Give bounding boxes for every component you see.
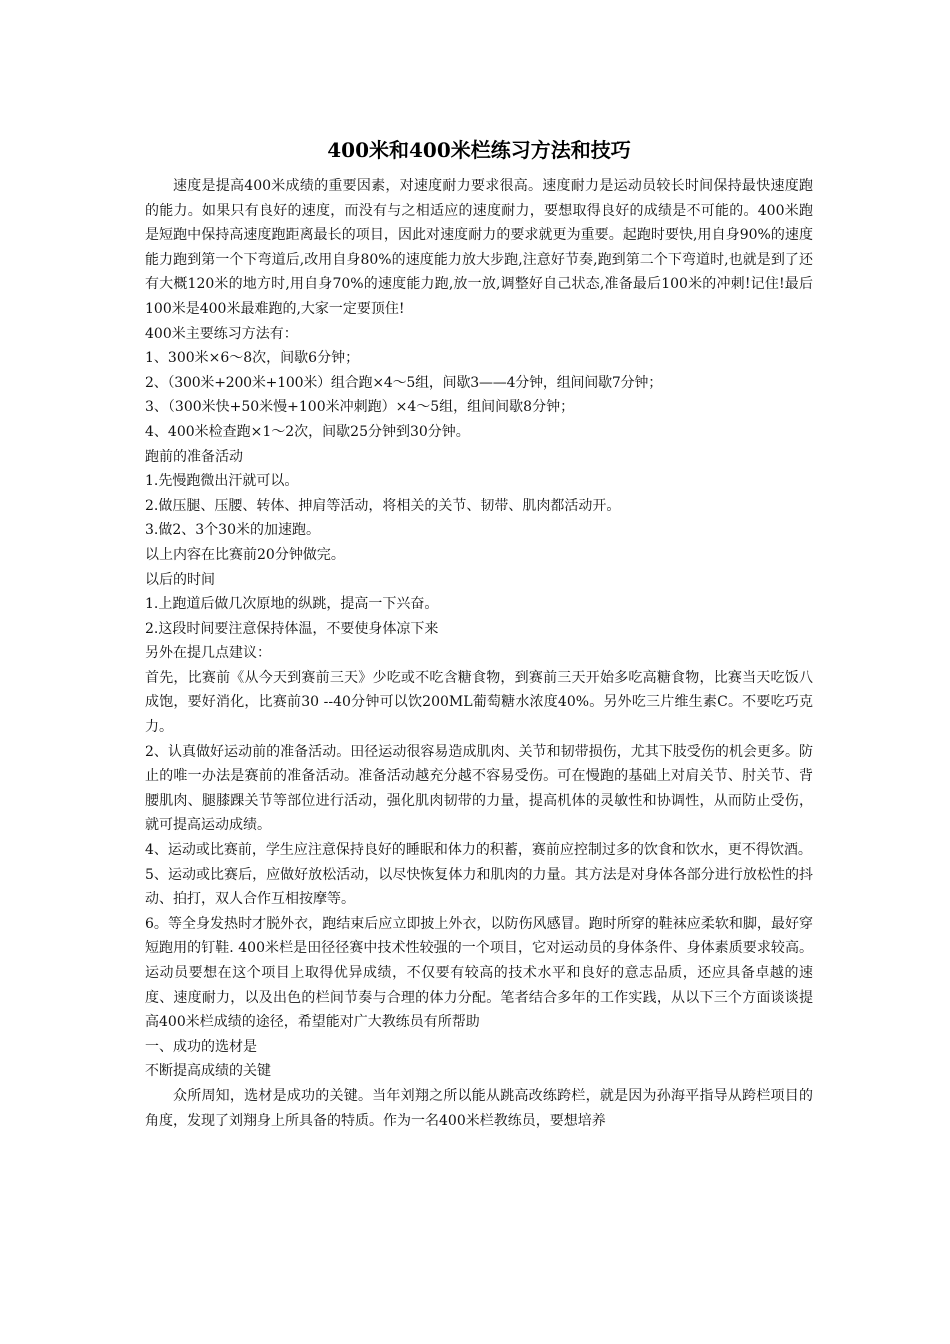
list-item-warmup-1: 1.先慢跑微出汗就可以。 — [145, 473, 299, 490]
paragraph-warmup-heading: 跑前的准备活动 — [145, 448, 243, 465]
paragraph-diet-advice: 首先，比赛前《从今天到赛前三天》少吃或不吃含糖食物，到赛前三天开始多吃高糖食物，比赛当天吃饭八成饱，要好消化，比赛前30 --40分钟可以饮200ML葡萄糖水浓度40%。另外吃三片维生素C。不要吃巧克力。 — [145, 669, 813, 736]
section-heading-selection: 一、成功的选材是 — [145, 1038, 257, 1055]
paragraph-cooldown: 5、运动或比赛后，应做好放松活动，以尽快恢复体力和肌肉的力量。其方法是对身体各部分进行放松性的抖动、拍打，双人合作互相按摩等。 — [145, 866, 813, 908]
paragraph-hurdles-intro: 6。等全身发热时才脱外衣，跑结束后应立即披上外衣，以防伤风感冒。跑时所穿的鞋袜应柔软和脚，最好穿短跑用的钉鞋. 400米栏是田径径赛中技术性较强的一个项目，它对运动员的身体条件、身体素质要求较高。运动员要想在这个项目上取得优异成绩，不仅要有较高的技术水平和良好的意志品质，还应具备卓越的速度、速度耐力，以及出色的栏间节奏与合理的体力分配。笔者结合多年的工作实践，从以下三个方面谈谈提高400米栏成绩的途径，希望能对广大教练员有所帮助 — [145, 915, 813, 1031]
list-item-method-4: 4、400米检查跑×1～2次，间歇25分钟到30分钟。 — [145, 423, 470, 440]
list-item-warmup-3: 3.做2、3个30米的加速跑。 — [145, 522, 320, 539]
paragraph-methods-heading: 400米主要练习方法有： — [145, 325, 298, 342]
paragraph-suggestions-heading: 另外在提几点建议： — [145, 645, 271, 662]
document-body — [145, 132, 813, 1133]
list-item-method-1: 1、300米×6～8次，间歇6分钟； — [145, 350, 360, 367]
list-item-later-1: 1.上跑道后做几次原地的纵跳，提高一下兴奋。 — [145, 596, 439, 613]
paragraph-selection-body: 众所周知，选材是成功的关键。当年刘翔之所以能从跳高改练跨栏，就是因为孙海平指导从跨栏项目的角度，发现了刘翔身上所具备的特质。作为一名400米栏教练员，要想培养 — [145, 1087, 813, 1129]
list-item-method-2: 2、（300米+200米+100米）组合跑×4～5组，间歇3——4分钟，组间间歇7分钟； — [145, 374, 662, 391]
paragraph-prep-activity: 2、认真做好运动前的准备活动。田径运动很容易造成肌肉、关节和韧带损伤，尤其下肢受伤的机会更多。防止的唯一办法是赛前的准备活动。准备活动越充分越不容易受伤。可在慢跑的基础上对肩关节、肘关节、背腰肌肉、腿膝踝关节等部位进行活动，强化肌肉韧带的力量，提高机体的灵敏性和协调性，从而防止受伤，就可提高运动成绩。 — [145, 743, 813, 834]
paragraph-later-heading: 以后的时间 — [145, 571, 215, 588]
list-item-later-2: 2.这段时间要注意保持体温，不要使身体凉下来 — [145, 620, 439, 637]
list-item-method-3: 3、（300米快+50米慢+100米冲刺跑）×4～5组，组间间歇8分钟； — [145, 399, 575, 416]
paragraph-warmup-timing: 以上内容在比赛前20分钟做完。 — [145, 546, 345, 563]
section-subheading-key: 不断提高成绩的关键 — [145, 1063, 271, 1080]
list-item-warmup-2: 2.做压腿、压腰、转体、抻肩等活动，将相关的关节、韧带、肌肉都活动开。 — [145, 497, 621, 514]
paragraph-rest-advice: 4、运动或比赛前，学生应注意保持良好的睡眠和体力的积蓄，赛前应控制过多的饮食和饮水，更不得饮酒。 — [145, 842, 812, 859]
paragraph-speed-endurance: 速度是提高400米成绩的重要因素，对速度耐力要求很高。速度耐力是运动员较长时间保持最快速度跑的能力。如果只有良好的速度，而没有与之相适应的速度耐力，要想取得良好的成绩是不可能的。400米跑是短跑中保持高速度跑距离最长的项目，因此对速度耐力的要求就更为重要。起跑时要快,用自身90%的速度能力跑到第一个下弯道后,改用自身80%的速度能力放大步跑,注意好节奏,跑到第二个下弯道时,也就是到了还有大概120米的地方时,用自身70%的速度能力跑,放一放,调整好自己状态,准备最后100米的冲刺!记住!最后100米是400米最难跑的,大家一定要顶住! — [145, 178, 813, 317]
document-title: 400米和400米栏练习方法和技巧 — [327, 138, 631, 162]
